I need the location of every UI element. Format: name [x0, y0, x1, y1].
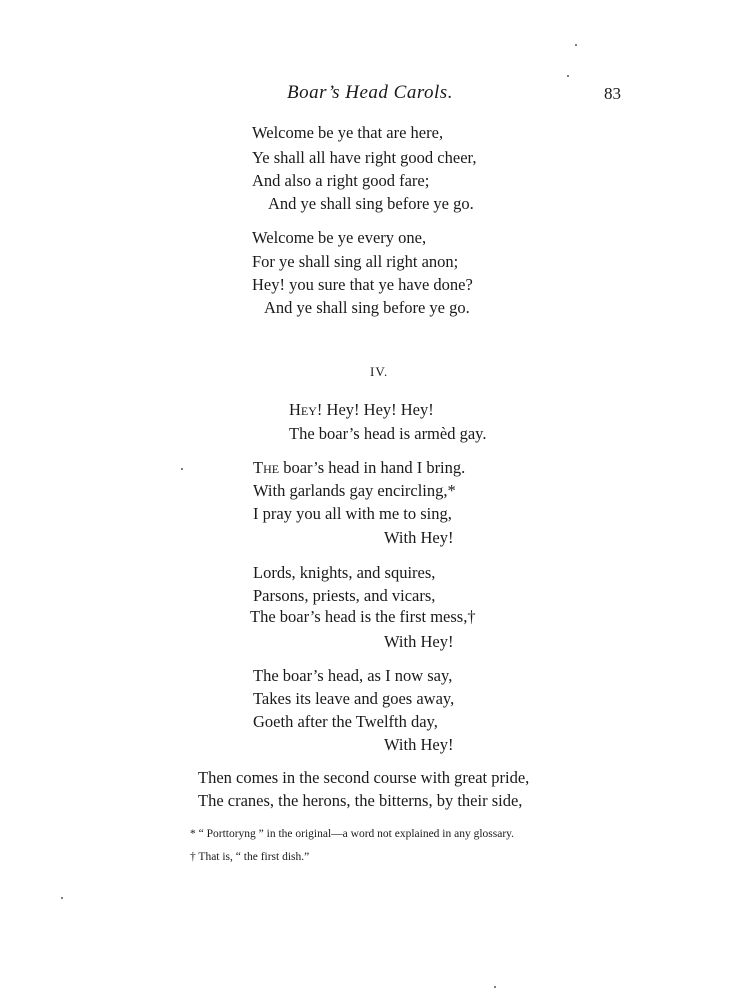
verse-line: Goeth after the Twelfth day, [253, 712, 438, 731]
verse-line: Then comes in the second course with great pride, [198, 768, 530, 787]
verse-line: Ye shall all have right good cheer, [252, 148, 477, 167]
verse-line: The cranes, the herons, the bitterns, by their side, [198, 791, 523, 810]
burden-line: The boar’s head is armèd gay. [289, 424, 487, 443]
scan-speck [181, 468, 183, 470]
footnote: * “ Porttoryng ” in the original—a word not explained in any glossary. [190, 828, 515, 840]
verse-line: Parsons, priests, and vicars, [253, 586, 436, 605]
verse-line [253, 458, 465, 478]
burden-line [289, 400, 434, 420]
verse-line: The boar’s head is the first mess,† [250, 607, 476, 626]
scan-speck [61, 897, 63, 899]
refrain-line: With Hey! [384, 735, 454, 754]
verse-line: Hey! you sure that ye have done? [252, 275, 473, 294]
verse-line: And ye shall sing before ye go. [264, 298, 470, 317]
verse-first-word: The [253, 458, 280, 477]
running-title: Boar’s Head Carols. [287, 82, 453, 103]
footnote: † That is, “ the first dish.” [190, 851, 310, 863]
scan-speck [575, 44, 577, 46]
refrain-line: With Hey! [384, 632, 454, 651]
verse-line: For ye shall sing all right anon; [252, 252, 459, 271]
scan-speck [567, 75, 569, 77]
verse-line: I pray you all with me to sing, [253, 504, 452, 523]
verse-line: And ye shall sing before ye go. [268, 194, 474, 213]
verse-line: Lords, knights, and squires, [253, 563, 436, 582]
verse-line: And also a right good fare; [252, 171, 430, 190]
scan-speck [494, 986, 496, 988]
section-numeral: IV. [370, 364, 389, 379]
verse-line: The boar’s head, as I now say, [253, 666, 453, 685]
verse-line: Welcome be ye every one, [252, 228, 427, 247]
refrain-line: With Hey! [384, 528, 454, 547]
verse-line: Welcome be ye that are here, [252, 123, 444, 142]
verse-line: With garlands gay encircling,* [253, 481, 456, 500]
verse-line-rest: boar’s head in hand I bring. [279, 458, 466, 477]
page-number: 83 [604, 84, 621, 103]
verse-line: Takes its leave and goes away, [253, 689, 455, 708]
burden-first-word: Hey [289, 400, 317, 419]
burden-line-rest: ! Hey! Hey! Hey! [316, 400, 434, 419]
